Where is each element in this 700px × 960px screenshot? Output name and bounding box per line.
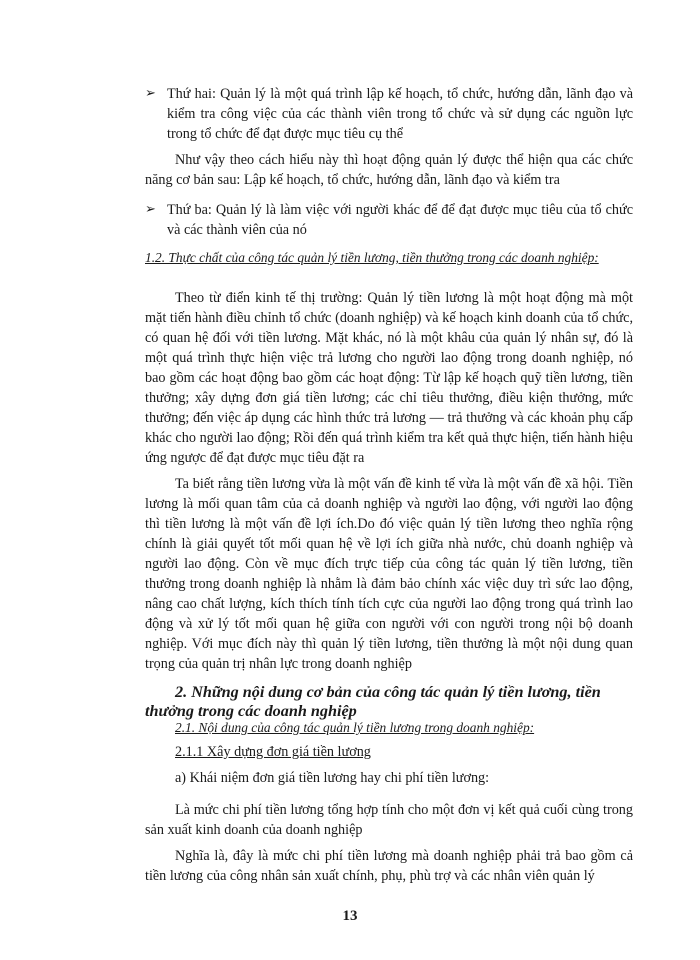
bullet-text: Thứ hai: Quản lý là một quá trình lập kế hoạch, tổ chức, hướng dẫn, lãnh đạo và kiểm tra công việc của các thành viên trong tổ chức và sử dụng các nguồn lực trong tổ chức để đạt được mục tiêu cụ thể <box>167 86 633 142</box>
paragraph: Là mức chi phí tiền lương tổng hợp tính cho một đơn vị kết quả cuối cùng trong sản xuất kinh doanh của doanh nghiệp <box>145 802 633 838</box>
subsection-heading-2-1-text: 2.1. Nội dung của công tác quản lý tiền lương trong doanh nghiệp: <box>175 720 535 735</box>
arrow-bullet-icon: ➢ <box>145 86 156 101</box>
arrow-bullet-icon: ➢ <box>145 202 156 217</box>
bullet-item-third <box>145 200 633 240</box>
paragraph: a) Khái niệm đơn giá tiền lương hay chi phí tiền lương: <box>175 770 490 786</box>
bullet-text: Thứ ba: Quản lý là làm việc với người khác để để đạt được mục tiêu của tổ chức và các thành viên của nó <box>167 202 633 238</box>
section-heading-2: 2. Những nội dung cơ bản của công tác quản lý tiền lương, tiền thưởng trong các doanh nghiệp <box>145 683 601 720</box>
paragraph: Ta biết rằng tiền lương vừa là một vấn đề kinh tế vừa là một vấn đề xã hội. Tiền lương là mối quan tâm của cả doanh nghiệp và người lao động, với người lao động thì tiền lương là một vấn đề lợi ích.Do đó việc quản lý tiền lương theo nghĩa rộng chính là giải quyết tốt mối quan hệ về lợi ích giữa nhà nước, chủ doanh nghiệp và người lao động. Còn về mục đích trực tiếp của công tác quản lý tiền lương, tiền thưởng trong doanh nghiệp là nhằm là đảm bảo chính xác việc duy trì sức lao động, nâng cao chất lượng, kích thích tính tích cực của người lao động trong quá trình lao động và xử lý tốt mối quan hệ giữa con người với con người trong nội bộ doanh nghiệp. Với mục đích này thì quản lý tiền lương, tiền thưởng là một nội dung quan trọng của quản trị nhân lực trong doanh nghiệp <box>145 476 633 672</box>
subsection-heading-2-1-1-text: 2.1.1 Xây dựng đơn giá tiền lương <box>175 744 371 760</box>
paragraph: Nghĩa là, đây là mức chi phí tiền lương mà doanh nghiệp phải trả bao gồm cả tiền lương của công nhân sản xuất chính, phụ, phù trợ và các nhân viên quản lý <box>145 848 633 884</box>
page-number: 13 <box>342 908 358 924</box>
section-heading-1-2: 1.2. Thực chất của công tác quản lý tiền lương, tiền thưởng trong các doanh nghiệp: <box>145 250 599 265</box>
subsection-heading-2-1-1 <box>145 742 633 762</box>
subsection-heading-2-1 <box>145 718 633 738</box>
paragraph: Theo từ điển kinh tế thị trường: Quản lý tiền lương là một hoạt động mà một mặt tiến hành điều chỉnh tổ chức (doanh nghiệp) và kế hoạch kinh doanh của tổ chức, có quan hệ đối với tiền lương. Mặt khác, nó là một khâu của quản lý nhân sự, đó là một quá trình thực hiện việc trả lương cho người lao động trong doanh nghiệp, nó bao gồm các hoạt động bao gồm các hoạt động: Từ lập kế hoạch quỹ tiền lương, tiền thưởng; xây dựng đơn giá tiền lương; các chỉ tiêu thưởng, điều kiện thưởng, mức thưởng; đến việc áp dụng các hình thức trả lương — trả thưởng và các khoản phụ cấp khác cho người lao động; Rồi đến quá trình kiểm tra kết quả thực hiện, tiến hành hiệu ứng ngược để đạt được mục tiêu đặt ra <box>145 290 633 466</box>
paragraph: Như vậy theo cách hiểu này thì hoạt động quản lý được thể hiện qua các chức năng cơ bản sau: Lập kế hoạch, tổ chức, hướng dẫn, lãnh đạo và kiểm tra <box>145 152 633 188</box>
bullet-item-second <box>145 84 633 144</box>
